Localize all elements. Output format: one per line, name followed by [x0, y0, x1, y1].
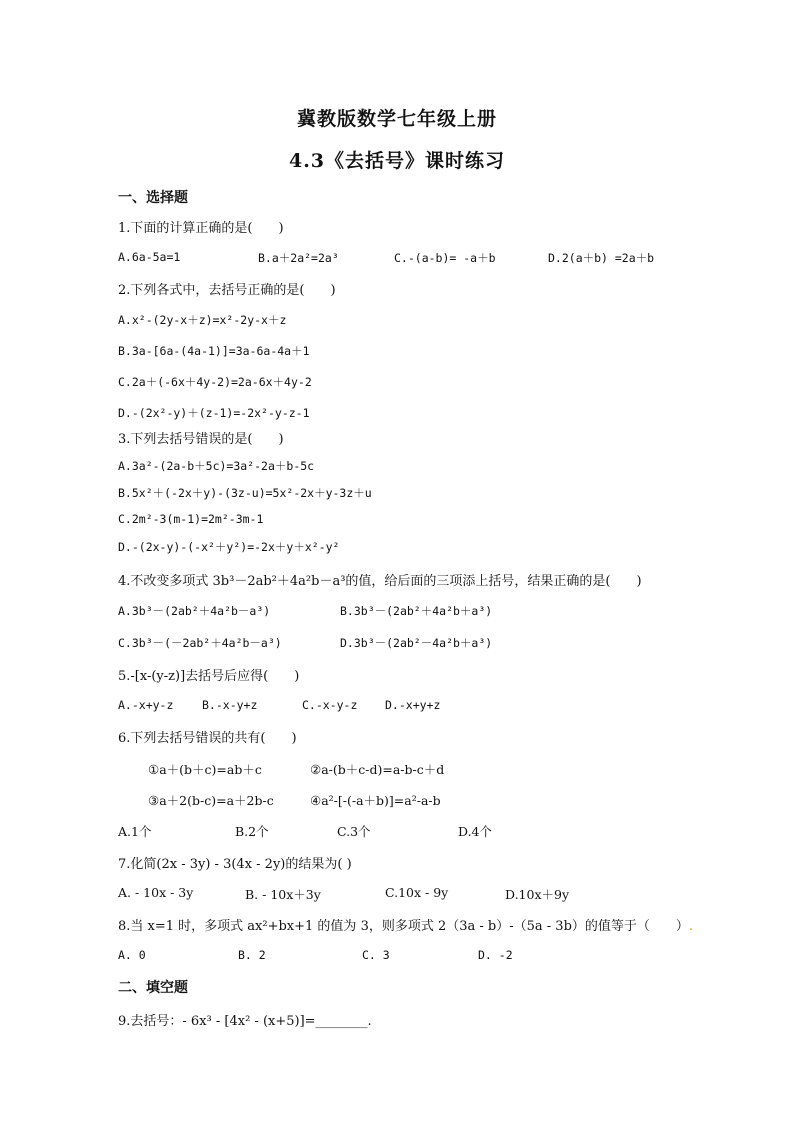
question-4-option-b: B.3b³－(2ab²＋4a²b＋a³) — [340, 604, 493, 618]
question-4-stem: 4.不改变多项式 3b³－2ab²＋4a²b－a³的值，给后面的三项添上括号，结果正确的是( ) — [118, 574, 642, 589]
question-5-option-b: B.-x-y+z — [202, 698, 258, 712]
question-7-option-a: A. - 10x - 3y — [118, 885, 194, 900]
question-8-option-b: B. 2 — [238, 948, 266, 962]
question-6-item-1: ①a＋(b＋c)=ab＋c — [148, 762, 262, 777]
section-heading-fill: 二、填空题 — [118, 980, 188, 996]
question-2-option-b: B.3a-[6a-(4a-1)]=3a-6a-4a＋1 — [118, 344, 310, 358]
question-7-option-d: D.10x＋9y — [505, 887, 570, 902]
question-6-item-2: ②a-(b＋c-d)=a-b-c＋d — [310, 762, 445, 777]
question-4-option-d: D.3b³－(2ab²－4a²b＋a³) — [340, 636, 493, 650]
question-6-stem: 6.下列去括号错误的共有( ) — [118, 731, 297, 746]
question-8-option-c: C. 3 — [362, 948, 390, 962]
section-heading-choice: 一、选择题 — [118, 190, 188, 206]
question-3-option-a: A.3a²-(2a-b＋5c)=3a²-2a＋b-5c — [118, 459, 315, 473]
question-1-option-d: D.2(a＋b) =2a＋b — [548, 251, 655, 265]
question-4-option-c: C.3b³－(－2ab²＋4a²b－a³) — [118, 636, 282, 650]
question-8-stem-dot: . — [688, 919, 694, 934]
question-1-option-c: C.-(a-b)= -a＋b — [394, 251, 496, 265]
question-6-option-c: C.3个 — [337, 824, 371, 839]
question-8-option-a: A. 0 — [118, 948, 146, 962]
question-6-item-4: ④a²-[-(-a＋b)]=a²-a-b — [310, 793, 441, 808]
question-8-stem-text: 8.当 x=1 时，多项式 ax²+bx+1 的值为 3，则多项式 2（3a - b）-（5a - 3b）的值等于（ ） — [118, 919, 689, 934]
question-7-stem: 7.化简(2x - 3y) - 3(4x - 2y)的结果为( ) — [118, 857, 352, 872]
question-6-item-3: ③a＋2(b-c)=a＋2b-c — [148, 793, 274, 808]
question-2-stem: 2.下列各式中，去括号正确的是( ) — [118, 283, 336, 298]
question-9-stem: 9.去括号：- 6x³ - [4x² - (x+5)]=________. — [118, 1014, 372, 1029]
question-2-option-a: A.x²-(2y-x＋z)=x²-2y-x＋z — [118, 313, 287, 327]
question-8-option-d: D. -2 — [478, 948, 513, 962]
question-6-option-a: A.1个 — [118, 824, 152, 839]
question-6-option-d: D.4个 — [458, 824, 493, 839]
question-3-option-c: C.2m²-3(m-1)=2m²-3m-1 — [118, 512, 264, 526]
question-5-stem: 5.-[x-(y-z)]去括号后应得( ) — [118, 669, 300, 684]
question-3-option-b: B.5x²＋(-2x＋y)-(3z-u)=5x²-2x＋y-3z＋u — [118, 486, 372, 500]
question-1-option-b: B.a＋2a²=2a³ — [258, 251, 339, 265]
question-2-option-c: C.2a＋(-6x＋4y-2)=2a-6x＋4y-2 — [118, 375, 312, 389]
page-subtitle: 4.3《去括号》课时练习 — [288, 150, 506, 172]
question-1-option-a: A.6a-5a=1 — [118, 250, 181, 264]
question-8-stem — [118, 915, 693, 934]
question-1-stem: 1.下面的计算正确的是( ) — [118, 221, 284, 236]
question-5-option-d: D.-x+y+z — [385, 698, 441, 712]
question-3-option-d: D.-(2x-y)-(-x²＋y²)=-2x＋y＋x²-y² — [118, 540, 340, 554]
question-5-option-c: C.-x-y-z — [302, 698, 358, 712]
question-4-option-a: A.3b³－(2ab²＋4a²b－a³) — [118, 604, 271, 618]
question-6-option-b: B.2个 — [235, 824, 269, 839]
question-5-option-a: A.-x+y-z — [118, 698, 174, 712]
question-7-option-c: C.10x - 9y — [385, 885, 449, 900]
question-3-stem: 3.下列去括号错误的是( ) — [118, 432, 284, 447]
question-2-option-d: D.-(2x²-y)＋(z-1)=-2x²-y-z-1 — [118, 406, 310, 420]
page-title: 冀教版数学七年级上册 — [296, 108, 497, 130]
question-7-option-b: B. - 10x＋3y — [245, 887, 321, 902]
